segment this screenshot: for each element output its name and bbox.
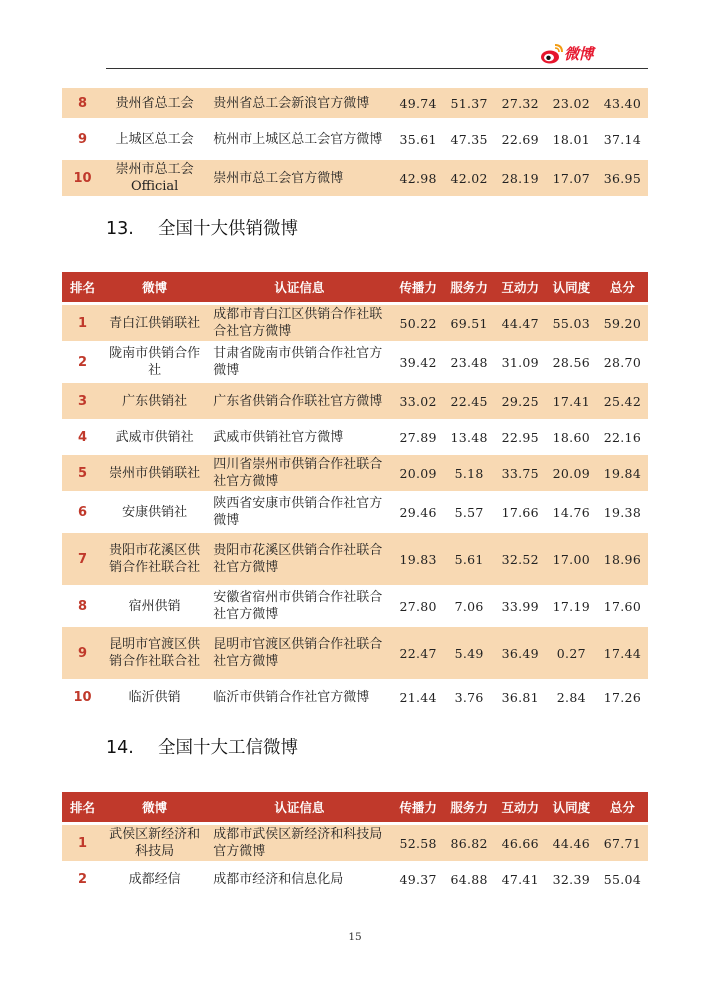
certification-cell: 广东省供销合作联社官方微博 — [206, 383, 392, 419]
recognition-score-cell: 28.56 — [546, 344, 597, 380]
column-header: 互动力 — [495, 792, 546, 822]
table-row — [62, 533, 648, 585]
total-score-cell: 22.16 — [597, 422, 648, 452]
spread-score-cell: 27.89 — [393, 422, 444, 452]
weibo-eye-icon — [540, 42, 564, 66]
rank-cell: 7 — [62, 533, 103, 585]
interaction-score-cell: 33.75 — [495, 455, 546, 491]
account-name-cell: 宿州供销 — [103, 588, 206, 624]
service-score-cell: 13.48 — [444, 422, 495, 452]
rank-cell: 5 — [62, 455, 103, 491]
table-row — [62, 305, 648, 341]
supply-ranking-table — [62, 269, 648, 715]
service-score-cell: 7.06 — [444, 588, 495, 624]
service-score-cell: 5.49 — [444, 627, 495, 679]
column-header: 认证信息 — [206, 272, 392, 302]
recognition-score-cell: 17.41 — [546, 383, 597, 419]
account-name-cell: 昆明市官渡区供销合作社联合社 — [103, 627, 206, 679]
spread-score-cell: 22.47 — [393, 627, 444, 679]
recognition-score-cell: 55.03 — [546, 305, 597, 341]
interaction-score-cell: 28.19 — [495, 160, 546, 196]
column-header: 认同度 — [546, 792, 597, 822]
service-score-cell: 69.51 — [444, 305, 495, 341]
recognition-score-cell: 20.09 — [546, 455, 597, 491]
interaction-score-cell: 32.52 — [495, 533, 546, 585]
column-header: 微博 — [103, 272, 206, 302]
certification-cell: 贵州省总工会新浪官方微博 — [206, 88, 392, 118]
table-row — [62, 422, 648, 452]
service-score-cell: 3.76 — [444, 682, 495, 712]
interaction-score-cell: 22.69 — [495, 121, 546, 157]
table-row — [62, 825, 648, 861]
column-header: 排名 — [62, 272, 103, 302]
weibo-logo — [540, 42, 612, 68]
spread-score-cell: 39.42 — [393, 344, 444, 380]
table-row — [62, 627, 648, 679]
page-number: 15 — [348, 931, 362, 943]
column-header: 传播力 — [393, 792, 444, 822]
certification-cell: 甘肃省陇南市供销合作社官方微博 — [206, 344, 392, 380]
column-header: 认同度 — [546, 272, 597, 302]
account-name-cell: 陇南市供销合作社 — [103, 344, 206, 380]
header-rule — [106, 68, 648, 69]
interaction-score-cell: 29.25 — [495, 383, 546, 419]
section-number: 14. — [106, 738, 134, 758]
section-number: 13. — [106, 219, 134, 239]
rank-cell: 8 — [62, 88, 103, 118]
interaction-score-cell: 31.09 — [495, 344, 546, 380]
rank-cell: 1 — [62, 825, 103, 861]
spread-score-cell: 49.37 — [393, 864, 444, 894]
total-score-cell: 67.71 — [597, 825, 648, 861]
column-header: 服务力 — [444, 792, 495, 822]
recognition-score-cell: 14.76 — [546, 494, 597, 530]
total-score-cell: 17.26 — [597, 682, 648, 712]
column-header: 认证信息 — [206, 792, 392, 822]
recognition-score-cell: 17.19 — [546, 588, 597, 624]
total-score-cell: 17.44 — [597, 627, 648, 679]
certification-cell: 成都市青白江区供销合作社联合社官方微博 — [206, 305, 392, 341]
table-row — [62, 864, 648, 894]
recognition-score-cell: 2.84 — [546, 682, 597, 712]
interaction-score-cell: 33.99 — [495, 588, 546, 624]
certification-cell: 贵阳市花溪区供销合作社联合社官方微博 — [206, 533, 392, 585]
service-score-cell: 47.35 — [444, 121, 495, 157]
service-score-cell: 22.45 — [444, 383, 495, 419]
account-name-cell: 广东供销社 — [103, 383, 206, 419]
certification-cell: 昆明市官渡区供销合作社联合社官方微博 — [206, 627, 392, 679]
spread-score-cell: 49.74 — [393, 88, 444, 118]
account-name-cell: 贵阳市花溪区供销合作社联合社 — [103, 533, 206, 585]
spread-score-cell: 35.61 — [393, 121, 444, 157]
recognition-score-cell: 0.27 — [546, 627, 597, 679]
total-score-cell: 59.20 — [597, 305, 648, 341]
table-row — [62, 160, 648, 196]
service-score-cell: 42.02 — [444, 160, 495, 196]
interaction-score-cell: 36.49 — [495, 627, 546, 679]
interaction-score-cell: 47.41 — [495, 864, 546, 894]
rank-cell: 10 — [62, 160, 103, 196]
spread-score-cell: 29.46 — [393, 494, 444, 530]
table-row — [62, 494, 648, 530]
recognition-score-cell: 17.00 — [546, 533, 597, 585]
table-row — [62, 344, 648, 380]
total-score-cell: 37.14 — [597, 121, 648, 157]
total-score-cell: 28.70 — [597, 344, 648, 380]
logo-text: 微博 — [564, 45, 594, 63]
certification-cell: 成都市经济和信息化局 — [206, 864, 392, 894]
recognition-score-cell: 32.39 — [546, 864, 597, 894]
service-score-cell: 64.88 — [444, 864, 495, 894]
table-row — [62, 455, 648, 491]
interaction-score-cell: 22.95 — [495, 422, 546, 452]
section-title-14 — [106, 734, 298, 759]
interaction-score-cell: 36.81 — [495, 682, 546, 712]
spread-score-cell: 20.09 — [393, 455, 444, 491]
certification-cell: 临沂市供销合作社官方微博 — [206, 682, 392, 712]
rank-cell: 10 — [62, 682, 103, 712]
column-header: 互动力 — [495, 272, 546, 302]
total-score-cell: 55.04 — [597, 864, 648, 894]
service-score-cell: 86.82 — [444, 825, 495, 861]
interaction-score-cell: 17.66 — [495, 494, 546, 530]
table-row — [62, 383, 648, 419]
rank-cell: 1 — [62, 305, 103, 341]
recognition-score-cell: 17.07 — [546, 160, 597, 196]
rank-cell: 6 — [62, 494, 103, 530]
account-name-cell: 临沂供销 — [103, 682, 206, 712]
total-score-cell: 18.96 — [597, 533, 648, 585]
spread-score-cell: 33.02 — [393, 383, 444, 419]
interaction-score-cell: 27.32 — [495, 88, 546, 118]
interaction-score-cell: 46.66 — [495, 825, 546, 861]
service-score-cell: 23.48 — [444, 344, 495, 380]
certification-cell: 陕西省安康市供销合作社官方微博 — [206, 494, 392, 530]
column-header: 总分 — [597, 272, 648, 302]
interaction-score-cell: 44.47 — [495, 305, 546, 341]
recognition-score-cell: 18.60 — [546, 422, 597, 452]
spread-score-cell: 50.22 — [393, 305, 444, 341]
recognition-score-cell: 23.02 — [546, 88, 597, 118]
section-title-13 — [106, 215, 298, 240]
rank-cell: 3 — [62, 383, 103, 419]
total-score-cell: 19.84 — [597, 455, 648, 491]
certification-cell: 四川省崇州市供销合作社联合社官方微博 — [206, 455, 392, 491]
rank-cell: 2 — [62, 864, 103, 894]
ranking-table-continued — [62, 85, 648, 199]
account-name-cell: 成都经信 — [103, 864, 206, 894]
table-row — [62, 88, 648, 118]
column-header: 服务力 — [444, 272, 495, 302]
total-score-cell: 19.38 — [597, 494, 648, 530]
section-heading: 全国十大工信微博 — [158, 738, 298, 758]
certification-cell: 成都市武侯区新经济和科技局官方微博 — [206, 825, 392, 861]
spread-score-cell: 42.98 — [393, 160, 444, 196]
account-name-cell: 贵州省总工会 — [103, 88, 206, 118]
spread-score-cell: 19.83 — [393, 533, 444, 585]
account-name-cell: 崇州市总工会Official — [103, 160, 206, 196]
rank-cell: 8 — [62, 588, 103, 624]
total-score-cell: 25.42 — [597, 383, 648, 419]
certification-cell: 崇州市总工会官方微博 — [206, 160, 392, 196]
account-name-cell: 上城区总工会 — [103, 121, 206, 157]
rank-cell: 4 — [62, 422, 103, 452]
spread-score-cell: 27.80 — [393, 588, 444, 624]
service-score-cell: 5.18 — [444, 455, 495, 491]
recognition-score-cell: 44.46 — [546, 825, 597, 861]
column-header: 传播力 — [393, 272, 444, 302]
service-score-cell: 51.37 — [444, 88, 495, 118]
total-score-cell: 36.95 — [597, 160, 648, 196]
service-score-cell: 5.57 — [444, 494, 495, 530]
account-name-cell: 武威市供销社 — [103, 422, 206, 452]
rank-cell: 9 — [62, 627, 103, 679]
service-score-cell: 5.61 — [444, 533, 495, 585]
table-row — [62, 588, 648, 624]
account-name-cell: 安康供销社 — [103, 494, 206, 530]
certification-cell: 安徽省宿州市供销合作社联合社官方微博 — [206, 588, 392, 624]
account-name-cell: 青白江供销联社 — [103, 305, 206, 341]
column-header: 微博 — [103, 792, 206, 822]
account-name-cell: 武侯区新经济和科技局 — [103, 825, 206, 861]
table-row — [62, 682, 648, 712]
certification-cell: 武威市供销社官方微博 — [206, 422, 392, 452]
recognition-score-cell: 18.01 — [546, 121, 597, 157]
total-score-cell: 17.60 — [597, 588, 648, 624]
spread-score-cell: 52.58 — [393, 825, 444, 861]
rank-cell: 9 — [62, 121, 103, 157]
spread-score-cell: 21.44 — [393, 682, 444, 712]
table-row — [62, 121, 648, 157]
section-heading: 全国十大供销微博 — [158, 219, 298, 239]
rank-cell: 2 — [62, 344, 103, 380]
column-header: 排名 — [62, 792, 103, 822]
certification-cell: 杭州市上城区总工会官方微博 — [206, 121, 392, 157]
column-header: 总分 — [597, 792, 648, 822]
total-score-cell: 43.40 — [597, 88, 648, 118]
account-name-cell: 崇州市供销联社 — [103, 455, 206, 491]
industry-info-ranking-table — [62, 789, 648, 897]
